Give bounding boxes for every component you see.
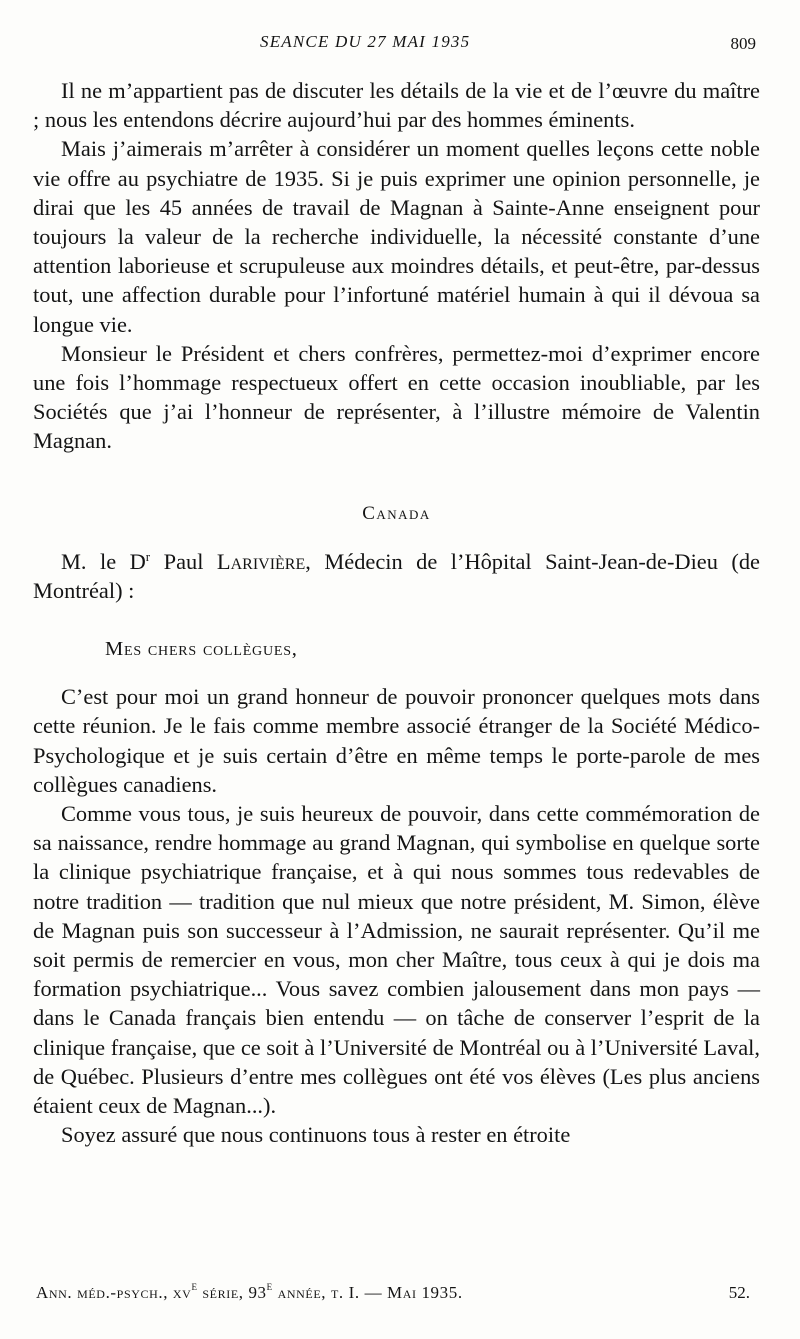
speaker-affiliation: , Médecin de l’Hôpital Saint-Jean-de-Dieu (de Montréal) : — [33, 548, 760, 603]
speaker-first-name: Paul — [163, 548, 204, 574]
page-footer — [0, 1278, 800, 1307]
paragraph: Mais j’aimerais m’arrêter à considérer un moment quelles leçons cette noble vie offre au psychiatre de 1935. Si je puis exprimer une opinion personnelle, je dirai que les 45 années de travail de Magnan à Sainte-Anne enseignent pour toujours la valeur de la recherche individuelle, la nécessité constante d’une attention laborieuse et scrupuleuse aux moindres détails, et peut-être, par-dessus tout, une affection durable pour l’infortuné matériel humain à qui il dévoua sa longue vie. — [33, 136, 760, 337]
paragraph: Il ne m’appartient pas de discuter les détails de la vie et de l’œuvre du maître ; nous les entendons décrire aujourd’hui par des hommes éminents. — [33, 78, 760, 133]
journal-citation: Ann. méd.-psych., $xv^e$ série, 93e année, t. I. — Mai 1935. — [36, 1278, 463, 1302]
running-title: SEANCE DU 27 MAI 1935 — [260, 32, 471, 51]
page-number: 809 — [730, 34, 756, 53]
paragraph: Monsieur le Président et chers confrères, permettez-moi d’exprimer encore une fois l’hommage respectueux offert en cette occasion inoubliable, par les Sociétés que j’ai l’honneur de représenter, à l’illustre mémoire de Valentin Magnan. — [33, 340, 760, 454]
body-text — [33, 76, 760, 1150]
paragraph: Soyez assuré que nous continuons tous à rester en étroite — [61, 1122, 571, 1148]
paragraph: C’est pour moi un grand honneur de pouvoir prononcer quelques mots dans cette réunion. Je le fais comme membre associé étranger de la Société Médico-Psychologique et je suis certain d’être en même temps le porte-parole de mes collègues canadiens. — [33, 684, 760, 797]
speaker-line — [33, 547, 760, 605]
speaker-surname: Larivière — [216, 548, 306, 574]
section-heading: Canada — [362, 502, 431, 524]
salutation: Mes chers collègues, — [105, 638, 298, 661]
speaker-title: M. le D — [61, 548, 146, 574]
speaker-title-superscript: r — [145, 548, 151, 564]
sheet-number: 52. — [728, 1283, 750, 1302]
running-header — [0, 30, 800, 58]
paragraph: Comme vous tous, je suis heureux de pouvoir, dans cette commémoration de sa naissance, rendre hommage au grand Magnan, qui symbolise en quelque sorte la clinique psychiatrique française, et à qui nous sommes tous redevables de notre tradition — tradition que nul mieux que notre président, M. Simon, élève de Magnan puis son successeur à l’Admission, ne saurait représenter. Qu’il me soit permis de remercier en vous, mon cher Maître, tous ceux à qui je dois ma formation psychiatrique... Vous savez combien jalousement dans mon pays — dans le Canada français bien entendu — on tâche de conserver l’esprit de la clinique française, que ce soit à l’Université de Montréal ou à l’Université Laval, de Québec. Plusieurs d’entre mes collègues ont été vos élèves (Les plus anciens étaient ceux de Magnan...). — [33, 801, 760, 1119]
